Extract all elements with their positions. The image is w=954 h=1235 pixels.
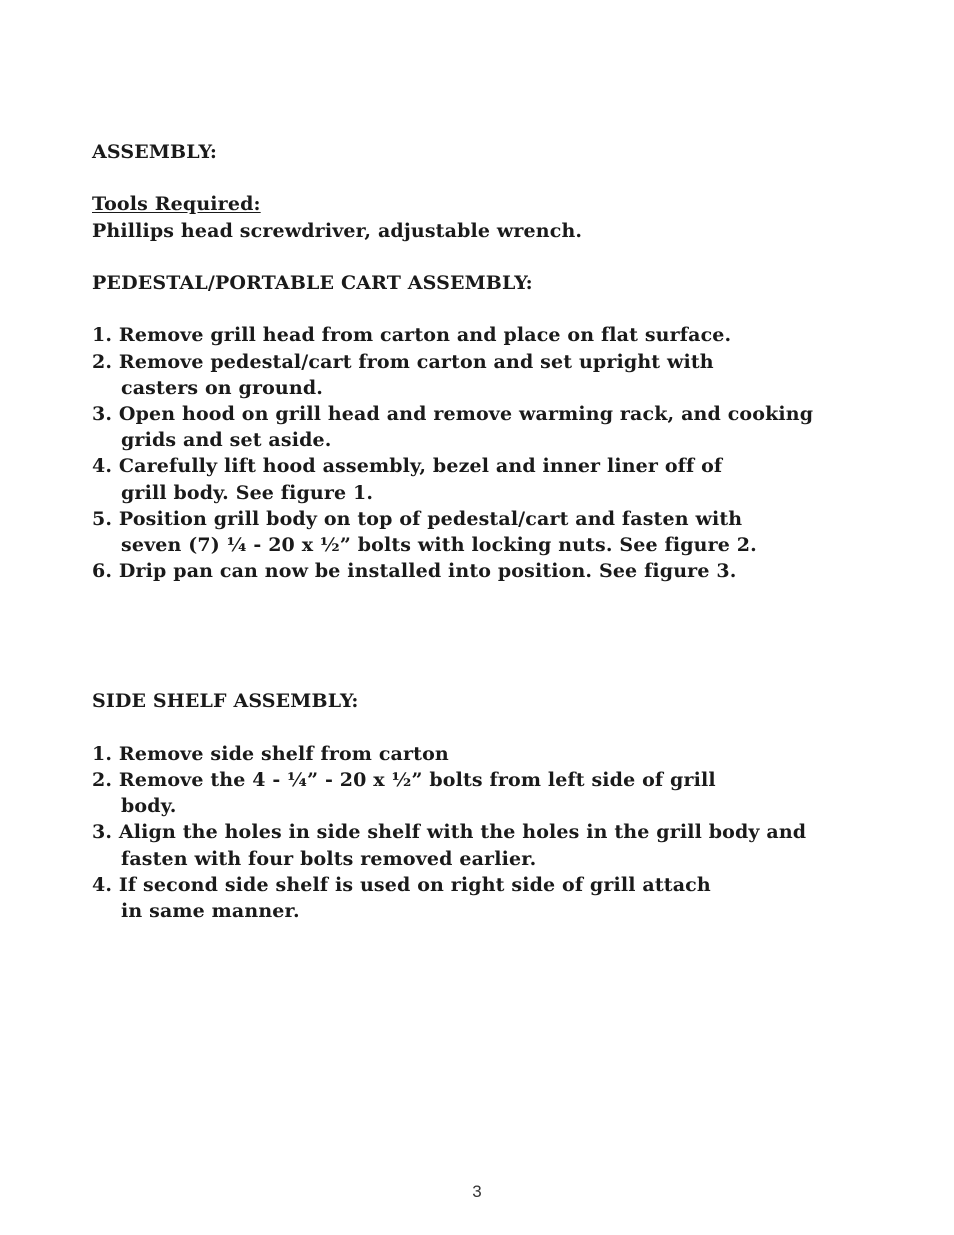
step-text: 3. Align the holes in side shelf with the holes in the grill body and: [92, 821, 807, 844]
step-text-continued: body.: [121, 795, 177, 818]
pedestal-step-2: [92, 349, 892, 401]
step-text: 2. Remove the 4 - ¼” - 20 x ½” bolts from left side of grill: [92, 769, 716, 791]
pedestal-step-6: [92, 558, 892, 584]
document-body: [92, 139, 892, 924]
side-shelf-steps-list: [92, 741, 892, 924]
step-text-continued: casters on ground.: [121, 376, 324, 399]
side-shelf-step-3: [92, 819, 892, 871]
step-text-continued: grill body. See figure 1.: [121, 481, 374, 504]
step-text: 4. If second side shelf is used on right side of grill attach: [92, 873, 711, 896]
spacer: [92, 165, 892, 191]
step-text: 3. Open hood on grill head and remove warming rack, and cooking: [92, 402, 814, 425]
side-shelf-step-4: [92, 872, 892, 924]
spacer: [92, 715, 892, 741]
step-text-continued: in same manner.: [121, 900, 300, 923]
section-spacer: [92, 584, 892, 688]
step-text: 1. Remove grill head from carton and place on flat surface.: [92, 324, 732, 347]
step-text: 4. Carefully lift hood assembly, bezel and inner liner off of: [92, 455, 723, 478]
pedestal-steps-list: [92, 322, 892, 584]
step-text: 2. Remove pedestal/cart from carton and set upright with: [92, 350, 714, 373]
pedestal-step-1: [92, 322, 892, 348]
step-text: 6. Drip pan can now be installed into position. See figure 3.: [92, 560, 737, 583]
side-shelf-step-1: [92, 741, 892, 767]
step-text-continued: seven (7) ¼ - 20 x ½” bolts with locking nuts. See figure 2.: [121, 534, 757, 556]
tools-required-title: Tools Required:: [92, 193, 261, 216]
tools-list: Phillips head screwdriver, adjustable wrench.: [92, 219, 583, 242]
step-text: 5. Position grill body on top of pedestal/cart and fasten with: [92, 507, 743, 530]
pedestal-section-title: PEDESTAL/PORTABLE CART ASSEMBLY:: [92, 271, 533, 294]
side-shelf-step-2: [92, 767, 892, 819]
step-text-continued: fasten with four bolts removed earlier.: [121, 847, 537, 870]
pedestal-step-3: [92, 401, 892, 453]
pedestal-step-5: [92, 506, 892, 558]
page-number: 3: [472, 1182, 482, 1201]
spacer: [92, 296, 892, 322]
side-shelf-section-title: SIDE SHELF ASSEMBLY:: [92, 690, 359, 713]
pedestal-step-4: [92, 453, 892, 505]
step-text: 1. Remove side shelf from carton: [92, 742, 449, 765]
step-text-continued: grids and set aside.: [121, 429, 332, 452]
spacer: [92, 244, 892, 270]
assembly-heading: ASSEMBLY:: [92, 141, 218, 163]
